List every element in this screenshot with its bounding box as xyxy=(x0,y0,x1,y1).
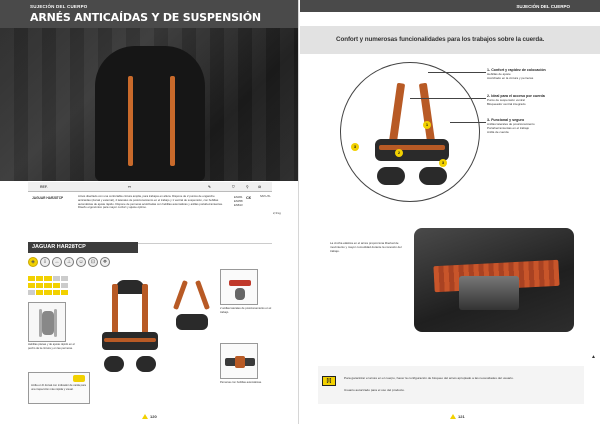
right-header xyxy=(300,0,600,12)
zoom2-caption: Perneras con hebillas automáticas. xyxy=(220,381,262,384)
table-header xyxy=(28,182,272,192)
buckle-photo xyxy=(414,228,574,332)
page-title: ARNÉS ANTICAÍDAS Y DE SUSPENSIÓN xyxy=(30,11,261,24)
product-norm: EN361 EN358 EN813 xyxy=(234,195,243,207)
zoom1-caption: 2 anillas laterales de posicionamiento en el trabajo. xyxy=(220,307,272,314)
harness-diagram xyxy=(367,83,457,193)
callout-line-3 xyxy=(450,122,486,123)
feature-3: 3- Funcional y seguro Anillas laterales de posicionamiento Portaherramientas en el trabajo Anilla de cuerda xyxy=(487,118,535,134)
left-page xyxy=(0,0,299,424)
strap-caption: La cincha elástica en el arnés proporciona libertad de movimiento y mayor comodidad durante la conexión del trabajo. xyxy=(330,241,402,253)
harness-front-image xyxy=(98,280,162,390)
fall-arrest-icon: ⇩ xyxy=(40,257,50,267)
feature-1: 1- Confort y rapidez de colocación Hebillas de ajuste Acolchado en la cintura y perneras xyxy=(487,68,546,80)
feature-2: 2- Ideal para el acceso por cuerda Punto de suspensión ventral Bloqueador ventral integrado xyxy=(487,94,545,106)
product-sizes: S/M L/XL xyxy=(260,195,271,198)
harness-feature-circle xyxy=(340,62,480,202)
harness-icon: ⚲ xyxy=(246,185,249,189)
zoom-leg-buckle xyxy=(220,343,258,379)
section-tab: SUJECIÓN DEL CUERPO xyxy=(30,4,88,9)
right-page xyxy=(300,0,600,424)
zoom-side-rings xyxy=(220,269,258,305)
harness-icon: ◈ xyxy=(28,257,38,267)
link-icon: ⚯ xyxy=(128,185,131,189)
side-tab-mark: ▲ xyxy=(591,354,596,360)
page-number-right: 121 xyxy=(450,414,465,419)
marker-3a: 3 xyxy=(351,143,359,151)
page-number-left: 120 xyxy=(142,414,157,419)
callout-line-1 xyxy=(428,72,486,73)
marker-3b: 3 xyxy=(439,159,447,167)
table-row xyxy=(28,192,281,244)
title-band xyxy=(300,26,600,54)
harness-thumbnail xyxy=(28,302,66,342)
note-line-1: Para garantizar el arnés en el cuerpo, hacer la configuración de bloqueo del arnés apropiado a las necesidades del usuario. xyxy=(344,376,514,380)
note-line-2: Usuario autorizado para el uso del producto. xyxy=(344,388,405,392)
size-chart xyxy=(28,276,68,296)
band-title: Confort y numerosas funcionalidades para los trabajos sobre la cuerda. xyxy=(336,36,545,43)
suspension-icon: ⊥ xyxy=(64,257,74,267)
positioning-icon: ↔ xyxy=(52,257,62,267)
thumbnail-caption: Hebillas planas y de ajuste rápido en el pecho de la cintura y en las perneras. xyxy=(28,343,75,350)
indicator-icon xyxy=(73,375,85,382)
fall-indicator-box xyxy=(28,372,90,404)
info-icon: [i] xyxy=(322,376,336,386)
comfort-icon: ☺ xyxy=(76,257,86,267)
pen-icon: ✎ xyxy=(208,185,211,189)
harness-back-image xyxy=(172,280,212,340)
shield-icon: ⛉ xyxy=(232,185,235,189)
product-name: JAGUAR HAR28TCP xyxy=(28,242,138,253)
product-weight: 2,3 kg xyxy=(273,211,281,215)
weight-icon: ⚖ xyxy=(258,185,262,189)
col-ref: REF. xyxy=(40,185,48,189)
size-icon: ⊡ xyxy=(88,257,98,267)
fall-indicator-caption: Anilla en D dorsal con indicador de caída para una inspección más rápida y visual. xyxy=(31,384,86,391)
feature-icons xyxy=(28,257,110,267)
marker-2: 2 xyxy=(395,149,403,157)
hero-photo xyxy=(0,28,299,181)
usage-note xyxy=(318,366,584,404)
product-ref: JAGUAR HAR28TCP xyxy=(32,196,64,200)
product-table xyxy=(28,182,281,244)
callout-line-2 xyxy=(410,98,486,99)
ce-mark: C€ xyxy=(246,195,252,200)
section-tab-right: SUJECIÓN DEL CUERPO xyxy=(516,4,570,9)
marker-1: 1 xyxy=(423,121,431,129)
product-description: Arnés diseñado con una confortable cintura amplia, para trabajos en altura. Dispone de 2 puntos de enganche anticaídas (dorsal y esternal), 2 laterales de posicionamiento en el trabajo y 1 ventral de suspensión, con hebillas automáticas de ajuste rápido. Dispone de perneras acolchadas con hebillas automáticas y anillas portaherramientas. Diseño ergonómico para mayor confort y ajuste óptimo. xyxy=(78,194,223,210)
left-header xyxy=(0,0,299,28)
material-icon: ❖ xyxy=(100,257,110,267)
